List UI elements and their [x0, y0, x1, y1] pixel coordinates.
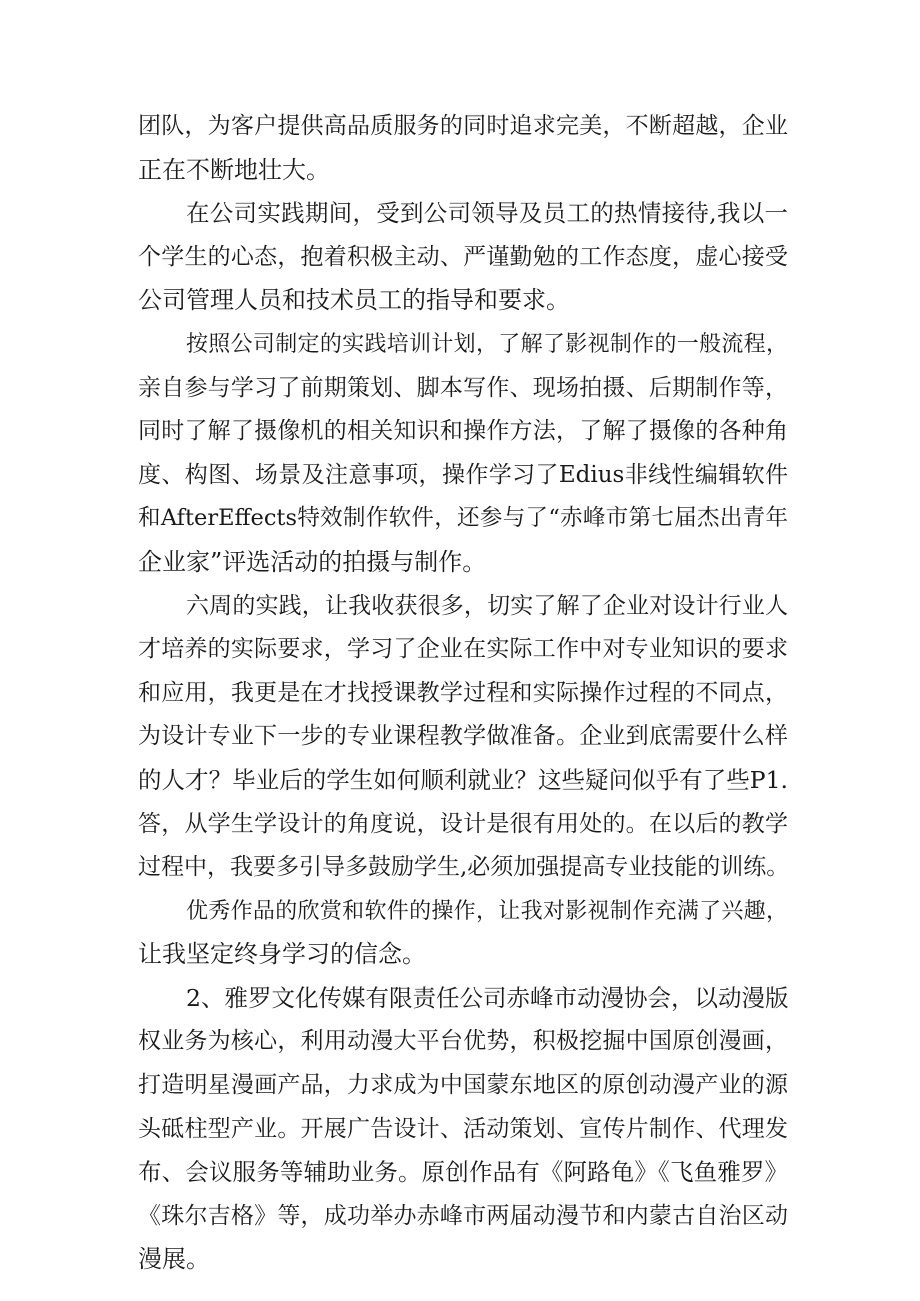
text-line: 亲自参与学习了前期策划、脚本写作、现场拍摄、后期制作等， — [138, 374, 788, 401]
paragraph — [138, 890, 788, 977]
text-line: 过程中，我要多引导多鼓励学生,必须加强提高专业技能的训练。 — [138, 854, 790, 881]
paragraph — [138, 105, 788, 192]
text-line: 权业务为核心，利用动漫大平台优势，积极挖掘中国原创漫画， — [138, 1028, 788, 1055]
text-line: 让我坚定终身学习的信念。 — [138, 940, 426, 969]
text-line: 优秀作品的欣赏和软件的操作，让我对影视制作充满了兴趣， — [186, 898, 788, 924]
paragraph — [138, 192, 788, 323]
text-line: 按照公司制定的实践培训计划，了解了影视制作的一般流程， — [186, 331, 788, 357]
paragraph — [138, 585, 788, 890]
text-line: 团队，为客户提供高品质服务的同时追求完美，不断超越，企业 — [138, 113, 788, 139]
text-line: 同时了解了摄像机的相关知识和操作方法，了解了摄像的各种角 — [138, 418, 788, 445]
text-line: 头砥柱型产业。开展广告设计、活动策划、宣传片制作、代理发 — [138, 1115, 788, 1142]
text-line: 度、构图、场景及注意事项，操作学习了Edius非线性编辑软件 — [138, 461, 788, 488]
text-line: 个学生的心态，抱着积极主动、严谨勤勉的工作态度，虚心接受 — [138, 243, 788, 270]
text-line: 《珠尔吉格》等，成功举办赤峰市两届动漫节和内蒙古自治区动 — [138, 1202, 788, 1229]
text-line: 2、雅罗文化传媒有限责任公司赤峰市动漫协会，以动漫版 — [186, 983, 789, 1012]
text-line: 为设计专业下一步的专业课程教学做准备。企业到底需要什么样 — [138, 723, 788, 750]
text-line: 布、会议服务等辅助业务。原创作品有《阿路龟》《飞鱼雅罗》 — [138, 1158, 788, 1187]
text-line: 的人才？毕业后的学生如何顺利就业？这些疑问似乎有了些P1. — [138, 765, 788, 794]
text-line: 漫展。 — [138, 1245, 210, 1274]
text-line: 打造明星漫画产品，力求成为中国蒙东地区的原创动漫产业的源 — [138, 1072, 788, 1099]
text-line: 在公司实践期间，受到公司领导及员工的热情接待,我以一 — [186, 199, 788, 228]
text-line: 公司管理人员和技术员工的指导和要求。 — [138, 286, 570, 315]
text-line: 才培养的实际要求，学习了企业在实际工作中对专业知识的要求 — [138, 636, 788, 663]
text-line: 正在不断地壮大。 — [138, 155, 330, 184]
paragraph — [138, 323, 788, 585]
text-line: 和AfterEffects特效制作软件，还参与了“赤峰市第七届杰出青年 — [138, 505, 788, 532]
paragraph — [138, 977, 788, 1282]
document-body — [138, 105, 788, 1282]
text-line: 和应用，我更是在才找授课教学过程和实际操作过程的不同点， — [138, 679, 788, 706]
text-line: 答，从学生学设计的角度说，设计是很有用处的。在以后的教学 — [138, 810, 788, 837]
text-line: 六周的实践，让我收获很多，切实了解了企业对设计行业人 — [186, 592, 788, 619]
text-line: 企业家”评选活动的拍摄与制作。 — [138, 547, 487, 576]
